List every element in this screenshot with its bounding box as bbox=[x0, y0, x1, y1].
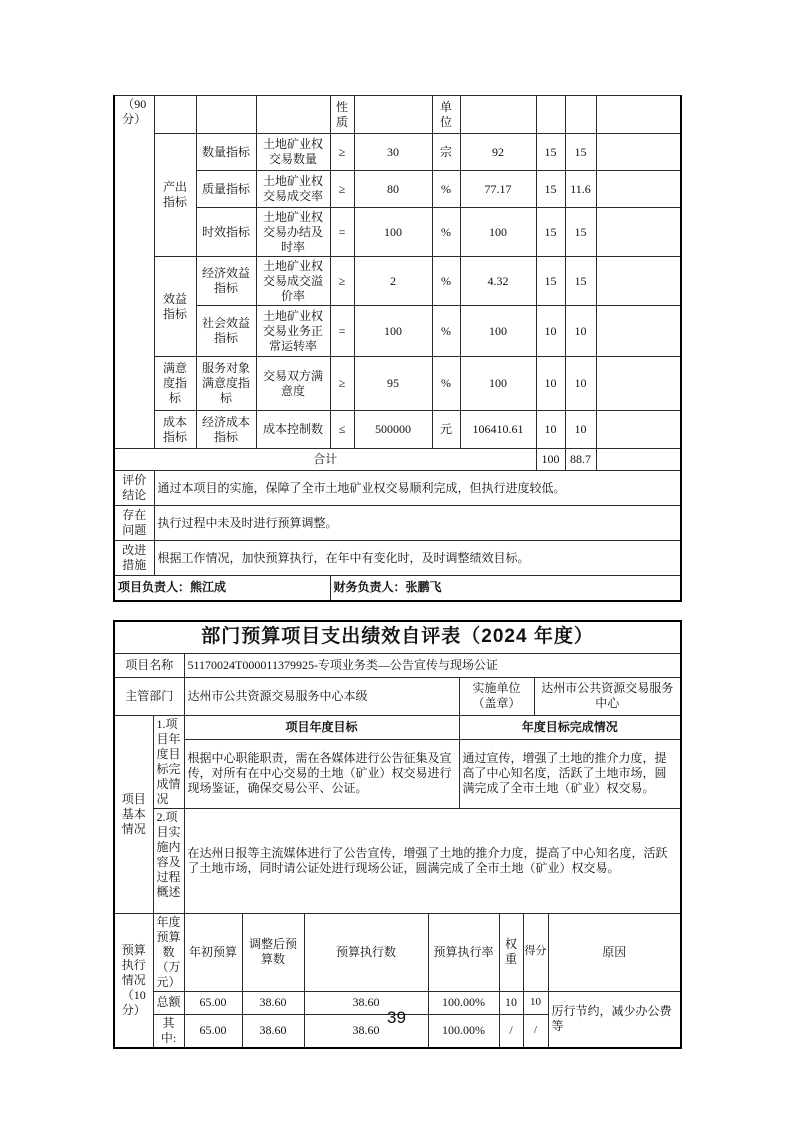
department-label: 主管部门 bbox=[114, 677, 184, 715]
indicator-weight: 15 bbox=[536, 134, 565, 171]
impl-unit-value: 达州市公共资源交易服务中心 bbox=[534, 677, 681, 715]
basic-section-label: 项目基本情况 bbox=[114, 715, 153, 913]
indicator-score: 15 bbox=[565, 257, 596, 306]
goal-content-row bbox=[114, 739, 681, 808]
indicator-target: 100 bbox=[354, 306, 432, 357]
conclusion-row bbox=[114, 471, 681, 506]
budget-adjusted: 38.60 bbox=[242, 1014, 304, 1048]
goal-text: 根据中心职能职责，需在各媒体进行公告征集及宣传，对所有在中心交易的土地（矿业）权交易进行现场鉴证，确保交易公平、公证。 bbox=[184, 739, 459, 808]
indicator-type: 数量指标 bbox=[196, 134, 256, 171]
indicator-nature: = bbox=[330, 306, 354, 357]
total-row bbox=[114, 449, 681, 471]
empty-cell bbox=[565, 96, 596, 134]
indicator-name: 成本控制数 bbox=[256, 411, 330, 449]
budget-rate: 100.00% bbox=[428, 991, 499, 1014]
budget-initial: 65.00 bbox=[184, 991, 242, 1014]
total-label: 合计 bbox=[114, 449, 536, 471]
table-row bbox=[114, 208, 681, 257]
done-text: 通过宣传，增强了土地的推介力度，提高了中心知名度，活跃了土地市场，圆满完成了全市土地（矿业）权交易。 bbox=[459, 739, 681, 808]
problems-text: 执行过程中未及时进行预算调整。 bbox=[154, 506, 681, 541]
indicator-unit: 元 bbox=[432, 411, 460, 449]
indicator-type: 经济效益指标 bbox=[196, 257, 256, 306]
section-score-label: （90分） bbox=[114, 96, 154, 449]
goal-header-row bbox=[114, 715, 681, 739]
budget-score-header: 得分 bbox=[523, 913, 548, 991]
basic-sub1-label: 1.项目年度目标完成情况 bbox=[153, 715, 184, 808]
budget-weight: / bbox=[499, 1014, 523, 1048]
table-row bbox=[114, 306, 681, 357]
improvement-text: 根据工作情况，加快预算执行，在年中有变化时，及时调整绩效目标。 bbox=[154, 541, 681, 576]
indicator-score: 11.6 bbox=[565, 171, 596, 208]
budget-score: 10 bbox=[523, 991, 548, 1014]
done-header: 年度目标完成情况 bbox=[459, 715, 681, 739]
total-weight: 100 bbox=[536, 449, 565, 471]
table-title: 部门预算项目支出绩效自评表（2024 年度） bbox=[114, 621, 681, 653]
empty-cell bbox=[256, 96, 330, 134]
self-evaluation-table bbox=[113, 620, 682, 1049]
indicator-nature: ≤ bbox=[330, 411, 354, 449]
budget-score: / bbox=[523, 1014, 548, 1048]
indicator-actual: 106410.61 bbox=[460, 411, 536, 449]
project-name-value: 51170024T000011379925-专项业务类—公告宣传与现场公证 bbox=[184, 653, 681, 677]
empty-cell bbox=[354, 96, 432, 134]
indicator-nature: = bbox=[330, 208, 354, 257]
budget-weight: 10 bbox=[499, 991, 523, 1014]
budget-executed-header: 预算执行数 bbox=[304, 913, 428, 991]
budget-rate: 100.00% bbox=[428, 1014, 499, 1048]
indicator-unit: % bbox=[432, 257, 460, 306]
empty-cell bbox=[596, 357, 681, 411]
indicator-target: 2 bbox=[354, 257, 432, 306]
indicator-nature: ≥ bbox=[330, 134, 354, 171]
impl-text: 在达州日报等主流媒体进行了公告宣传，增强了土地的推介力度，提高了中心知名度，活跃了土地市场，同时请公证处进行现场公证，圆满完成了全市土地（矿业）权交易。 bbox=[184, 808, 681, 913]
indicator-target: 500000 bbox=[354, 411, 432, 449]
budget-row-name: 其中: bbox=[153, 1014, 184, 1048]
indicator-type: 服务对象满意度指标 bbox=[196, 357, 256, 411]
indicator-actual: 100 bbox=[460, 306, 536, 357]
indicator-unit: % bbox=[432, 357, 460, 411]
empty-cell bbox=[536, 96, 565, 134]
improvement-row bbox=[114, 541, 681, 576]
budget-annual-header: 年度预算数（万元） bbox=[153, 913, 184, 991]
page-number: 39 bbox=[387, 1008, 406, 1027]
indicator-unit: % bbox=[432, 171, 460, 208]
indicator-name: 交易双方满意度 bbox=[256, 357, 330, 411]
indicator-target: 95 bbox=[354, 357, 432, 411]
budget-reason-header: 原因 bbox=[548, 913, 681, 991]
indicator-score-table bbox=[113, 95, 682, 602]
table-row bbox=[114, 171, 681, 208]
indicator-actual: 77.17 bbox=[460, 171, 536, 208]
indicator-actual: 100 bbox=[460, 357, 536, 411]
budget-executed: 38.60 bbox=[304, 991, 428, 1014]
budget-adjusted: 38.60 bbox=[242, 991, 304, 1014]
empty-cell bbox=[596, 96, 681, 134]
indicator-target: 100 bbox=[354, 208, 432, 257]
problems-row bbox=[114, 506, 681, 541]
department-row bbox=[114, 677, 681, 715]
empty-cell bbox=[596, 134, 681, 171]
indicator-target: 30 bbox=[354, 134, 432, 171]
unit-header: 单位 bbox=[432, 96, 460, 134]
indicator-type: 社会效益指标 bbox=[196, 306, 256, 357]
indicator-weight: 15 bbox=[536, 257, 565, 306]
department-value: 达州市公共资源交易服务中心本级 bbox=[184, 677, 459, 715]
indicator-score: 10 bbox=[565, 411, 596, 449]
indicator-name: 土地矿业权交易成交率 bbox=[256, 171, 330, 208]
budget-initial: 65.00 bbox=[184, 1014, 242, 1048]
goal-header: 项目年度目标 bbox=[184, 715, 459, 739]
empty-cell bbox=[596, 257, 681, 306]
budget-rate-header: 预算执行率 bbox=[428, 913, 499, 991]
finance-manager: 财务负责人：张鹏飞 bbox=[330, 576, 681, 601]
indicator-name: 土地矿业权交易成交溢价率 bbox=[256, 257, 330, 306]
project-manager: 项目负责人：熊江成 bbox=[114, 576, 330, 601]
budget-section-label: 预算执行情况（10分） bbox=[114, 913, 153, 1048]
indicator-type: 经济成本指标 bbox=[196, 411, 256, 449]
indicator-name: 土地矿业权交易办结及时率 bbox=[256, 208, 330, 257]
empty-cell bbox=[196, 96, 256, 134]
table-row bbox=[114, 357, 681, 411]
empty-cell bbox=[460, 96, 536, 134]
budget-header-row bbox=[114, 913, 681, 991]
indicator-score: 10 bbox=[565, 357, 596, 411]
indicator-actual: 100 bbox=[460, 208, 536, 257]
indicator-actual: 4.32 bbox=[460, 257, 536, 306]
impl-content-row bbox=[114, 808, 681, 913]
budget-row-name: 总额 bbox=[153, 991, 184, 1014]
indicator-score: 15 bbox=[565, 134, 596, 171]
table-row bbox=[114, 134, 681, 171]
group-benefit-label: 效益指标 bbox=[154, 257, 196, 357]
problems-label: 存在问题 bbox=[114, 506, 154, 541]
table-row bbox=[114, 411, 681, 449]
indicator-target: 80 bbox=[354, 171, 432, 208]
empty-cell bbox=[596, 208, 681, 257]
conclusion-text: 通过本项目的实施，保障了全市土地矿业权交易顺利完成，但执行进度较低。 bbox=[154, 471, 681, 506]
indicator-unit: 宗 bbox=[432, 134, 460, 171]
indicator-name: 土地矿业权交易数量 bbox=[256, 134, 330, 171]
empty-cell bbox=[596, 306, 681, 357]
budget-reason: 厉行节约，减少办公费等 bbox=[548, 991, 681, 1048]
empty-cell bbox=[596, 449, 681, 471]
indicator-nature: ≥ bbox=[330, 171, 354, 208]
impl-unit-label: 实施单位（盖章） bbox=[459, 677, 534, 715]
conclusion-label: 评价结论 bbox=[114, 471, 154, 506]
empty-cell bbox=[596, 411, 681, 449]
total-score: 88.7 bbox=[565, 449, 596, 471]
nature-header: 性质 bbox=[330, 96, 354, 134]
indicator-weight: 10 bbox=[536, 306, 565, 357]
indicator-unit: % bbox=[432, 306, 460, 357]
indicator-weight: 10 bbox=[536, 411, 565, 449]
improvement-label: 改进措施 bbox=[114, 541, 154, 576]
basic-sub2-label: 2.项目实施内容及过程概述 bbox=[153, 808, 184, 913]
project-name-label: 项目名称 bbox=[114, 653, 184, 677]
responsible-row bbox=[114, 576, 681, 601]
project-name-row bbox=[114, 653, 681, 677]
indicator-weight: 15 bbox=[536, 208, 565, 257]
indicator-nature: ≥ bbox=[330, 257, 354, 306]
indicator-type: 时效指标 bbox=[196, 208, 256, 257]
indicator-score: 10 bbox=[565, 306, 596, 357]
table-row bbox=[114, 257, 681, 306]
budget-weight-header: 权重 bbox=[499, 913, 523, 991]
indicator-weight: 15 bbox=[536, 171, 565, 208]
indicator-weight: 10 bbox=[536, 357, 565, 411]
indicator-name: 土地矿业权交易业务正常运转率 bbox=[256, 306, 330, 357]
empty-cell bbox=[596, 171, 681, 208]
group-output-label: 产出指标 bbox=[154, 134, 196, 257]
budget-adjusted-header: 调整后预算数 bbox=[242, 913, 304, 991]
indicator-actual: 92 bbox=[460, 134, 536, 171]
budget-initial-header: 年初预算 bbox=[184, 913, 242, 991]
budget-executed: 38.60 bbox=[304, 1014, 428, 1048]
indicator-score: 15 bbox=[565, 208, 596, 257]
group-satisfaction-label: 满意度指标 bbox=[154, 357, 196, 411]
empty-cell bbox=[154, 96, 196, 134]
indicator-unit: % bbox=[432, 208, 460, 257]
group-cost-label: 成本指标 bbox=[154, 411, 196, 449]
indicator-type: 质量指标 bbox=[196, 171, 256, 208]
indicator-nature: ≥ bbox=[330, 357, 354, 411]
